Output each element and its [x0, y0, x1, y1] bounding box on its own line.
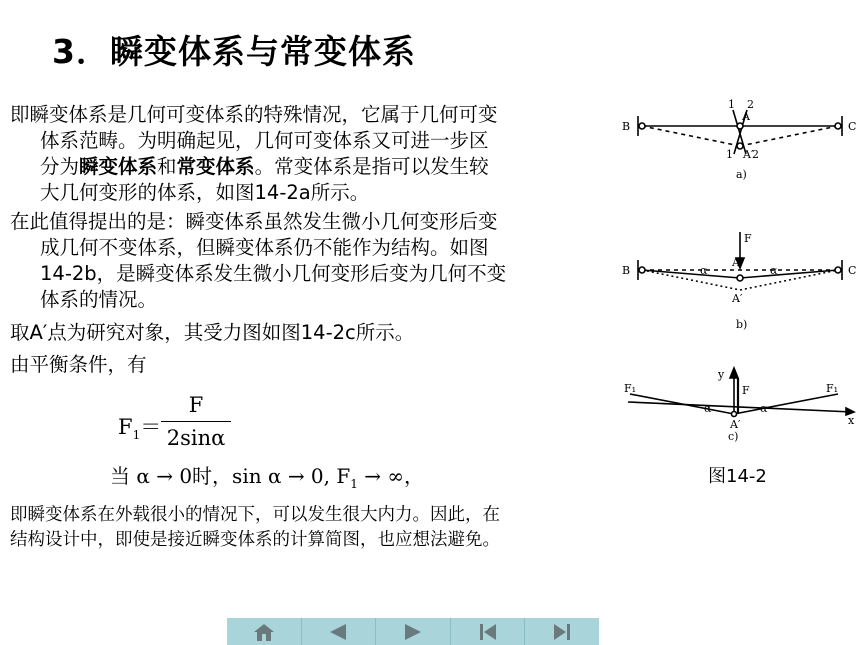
next-icon [402, 622, 424, 642]
text-line: 体系的情况。 [40, 288, 158, 311]
text-line: 大几何变形的体系，如图14-2a所示。 [40, 181, 370, 204]
figure-14-2a [620, 98, 860, 182]
limit-tail: → ∞， [357, 464, 425, 488]
text-line: 结构设计中，即使是接近瞬变体系的计算简图，也应想法避免。 [10, 530, 500, 550]
paragraph-research-object [10, 320, 610, 346]
text-fragment: 和 [157, 155, 177, 178]
home-button[interactable] [227, 618, 302, 645]
bold-term: 常变体系 [176, 155, 255, 178]
label-F1: F₁ [826, 382, 839, 395]
label-A: A [732, 256, 740, 269]
formula-denominator: 2sinα [166, 426, 226, 450]
text-line: 14-2b，是瞬变体系发生微小几何变形后变为几何不变 [40, 262, 507, 285]
label-alpha: α [704, 402, 712, 415]
label-b: b) [736, 318, 748, 331]
formula-numerator: F [188, 393, 204, 417]
label-B: B [622, 120, 631, 133]
figure-caption: 图14-2 [708, 466, 767, 487]
label-a: a) [736, 168, 747, 181]
previous-icon [327, 622, 349, 642]
label-y: y [718, 368, 725, 381]
label-alpha: α [700, 264, 708, 277]
label-A-prime: A′ [732, 292, 743, 305]
text-fragment: 分为 [40, 155, 80, 178]
next-button[interactable] [376, 618, 451, 645]
figure-14-2c [620, 364, 860, 444]
label-alpha: α [770, 264, 778, 277]
home-icon [253, 622, 275, 642]
label-F: F [742, 384, 750, 397]
figure-14-2b [620, 226, 860, 336]
formula-fraction [161, 393, 231, 452]
page-title: 3．瞬变体系与常变体系 [52, 32, 416, 71]
first-button[interactable] [451, 618, 526, 645]
label-C: C [848, 264, 857, 277]
text-line: 体系范畴。为明确起见，几何可变体系又可进一步区 [40, 129, 489, 152]
limit-text: 当 α → 0时，sin α → 0, F [110, 464, 351, 488]
label-F: F [744, 232, 752, 245]
label-1: 1 [728, 98, 735, 111]
label-B: B [622, 264, 631, 277]
paragraph-equilibrium [10, 352, 610, 378]
bold-term: 瞬变体系 [79, 155, 158, 178]
label-C: C [848, 120, 857, 133]
label-A-prime: A′ [730, 418, 741, 431]
paragraph-instantaneous-definition [10, 102, 610, 206]
last-button[interactable] [525, 618, 599, 645]
label-x: x [848, 414, 855, 427]
limit-subscript: 1 [350, 477, 358, 491]
text-line: 在此值得提出的是：瞬变体系虽然发生微小几何变形后变 [10, 210, 498, 233]
limit-expression [110, 460, 424, 491]
paragraph-note [10, 209, 610, 313]
last-icon [551, 622, 573, 642]
formula-symbol: F [118, 415, 133, 439]
text-line: 即瞬变体系是几何可变体系的特殊情况，它属于几何可变 [10, 103, 498, 126]
label-A-prime: A′ [743, 148, 754, 161]
label-c: c) [728, 430, 739, 443]
label-F1: F₁ [624, 382, 637, 395]
text-line: 即瞬变体系在外载很小的情况下，可以发生很大内力。因此，在 [10, 505, 500, 525]
navigation-bar [227, 618, 599, 645]
text-line: 由平衡条件，有 [10, 353, 147, 376]
formula-lhs [118, 411, 161, 442]
formula-equals: ＝ [140, 415, 162, 439]
text-fragment: 。常变体系是指可以发生较 [254, 155, 489, 178]
previous-button[interactable] [302, 618, 377, 645]
formula-subscript: 1 [132, 428, 141, 443]
label-1b: 1 [726, 148, 733, 161]
text-line [10, 154, 610, 180]
label-alpha: α [760, 402, 768, 415]
label-2b: 2 [752, 148, 759, 161]
text-line: 成几何不变体系，但瞬变体系仍不能作为结构。如图 [40, 236, 489, 259]
paragraph-conclusion [10, 503, 620, 553]
first-icon [477, 622, 499, 642]
label-A: A [742, 110, 750, 123]
text-line: 取A′点为研究对象，其受力图如图14-2c所示。 [10, 321, 415, 344]
label-2: 2 [747, 98, 754, 111]
